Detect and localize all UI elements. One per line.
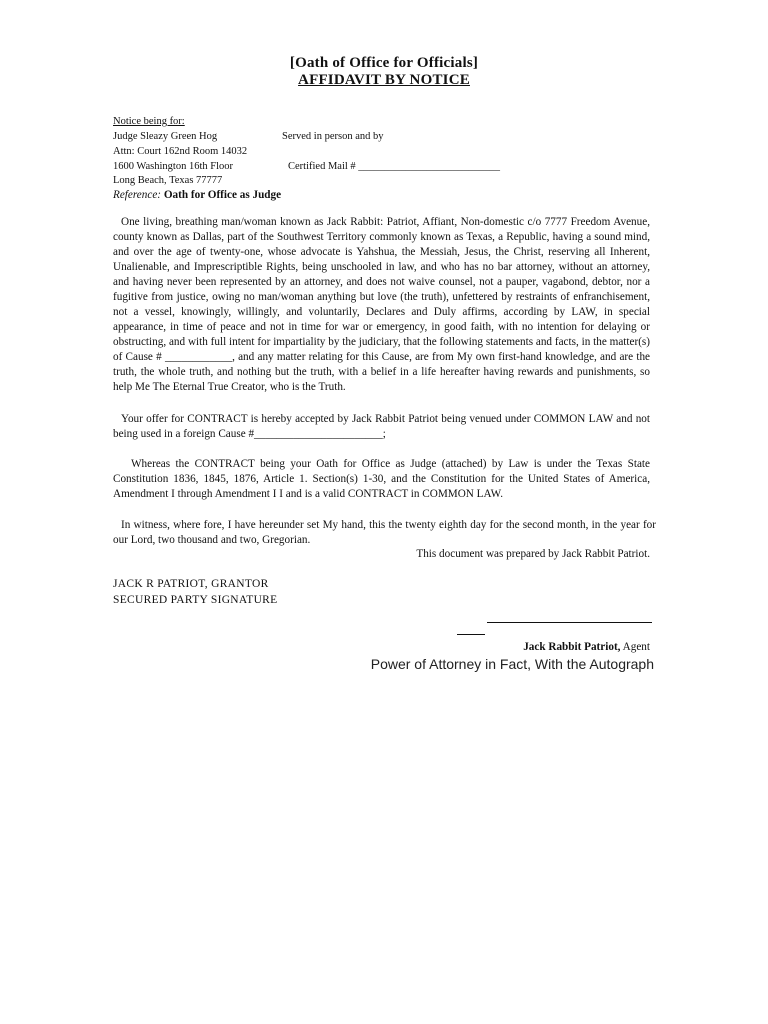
document-subtitle: AFFIDAVIT BY NOTICE bbox=[298, 72, 470, 88]
paragraph-affiant: One living, breathing man/woman known as Jack Rabbit: Patriot, Affiant, Non-domestic c/o 7777 Freedom Avenue, county known as Dallas, part of the Southwest Territory commonly known as Texas, a Republic, having a sound mind, and over the age of twenty-one, whose advocate is Yahshua, the Messiah, Jesus, the Christ, reserving all Inherent, Unalienable, and Imprescriptible Rights, being unschooled in law, and who has no bar attorney, without an attorney, and having never been represented by an attorney, and does not waive counsel, not a pauper, vagabond, debtor, nor a fugitive from justice, owing no man/woman anything but love (the truth), unfettered by restraints of enfranchisement, not a vessel, knowingly, willingly, and voluntarily, Declares and Duly affirms, according by LAW, in special appearance, in time of peace and not in time for war or emergency, in good faith, with no intention for delaying or obstructing, and with full intent for impartiality by the judiciary, that the following statements and facts, in the matter(s) of Cause # ____________, and any matter relating for this Cause, are from My own first-hand knowledge, and are the truth, the whole truth, and nothing but the truth, with a belief in a life hereafter having rewards and punishments, so help Me The Eternal True Creator, who is the Truth. bbox=[113, 216, 650, 393]
paragraph-witness: In witness, where fore, I have hereunder set My hand, this the twenty eighth day for the second month, in the year for our Lord, two thousand and two, Gregorian. bbox=[113, 519, 656, 546]
paragraph-whereas: Whereas the CONTRACT being your Oath for Office as Judge (attached) by Law is under the Texas State Constitution 1836, 1845, 1876, Article 1. Section(s) 1-30, and the Constitution for the United States of America, Amendment I through Amendment I I and is a valid CONTRACT in COMMON LAW. bbox=[113, 458, 650, 500]
addressee-attn: Attn: Court 162nd Room 14032 bbox=[113, 146, 248, 157]
prepared-by: This document was prepared by Jack Rabbit Patriot. bbox=[416, 548, 650, 560]
reference-label: Reference: bbox=[113, 189, 162, 201]
addressee-name: Judge Sleazy Green Hog bbox=[113, 131, 218, 142]
notice-heading: Notice being for: bbox=[113, 116, 185, 127]
reference-line bbox=[113, 188, 281, 202]
paragraph-contract: Your offer for CONTRACT is hereby accepted by Jack Rabbit Patriot being venued under COMMON LAW and not being used in a foreign Cause #_______________________; bbox=[113, 413, 650, 440]
signature-line-short bbox=[457, 634, 485, 635]
autograph-caption: Power of Attorney in Fact, With the Autograph bbox=[370, 656, 654, 672]
grantor-label: JACK R PATRIOT, GRANTOR bbox=[113, 578, 269, 590]
agent-line bbox=[523, 641, 650, 653]
secured-party-label: SECURED PARTY SIGNATURE bbox=[113, 594, 278, 606]
agent-role: Agent bbox=[622, 641, 650, 653]
document-title: [Oath of Office for Officials] bbox=[289, 55, 479, 71]
addressee-street: 1600 Washington 16th Floor bbox=[113, 161, 234, 172]
reference-value: Oath for Office as Judge bbox=[163, 189, 282, 201]
addressee-city: Long Beach, Texas 77777 bbox=[113, 175, 223, 186]
served-text: Served in person and by bbox=[282, 131, 384, 142]
agent-name: Jack Rabbit Patriot, bbox=[523, 641, 621, 653]
certified-mail: Certified Mail # ___________________________ bbox=[288, 161, 501, 172]
signature-line bbox=[487, 622, 652, 623]
